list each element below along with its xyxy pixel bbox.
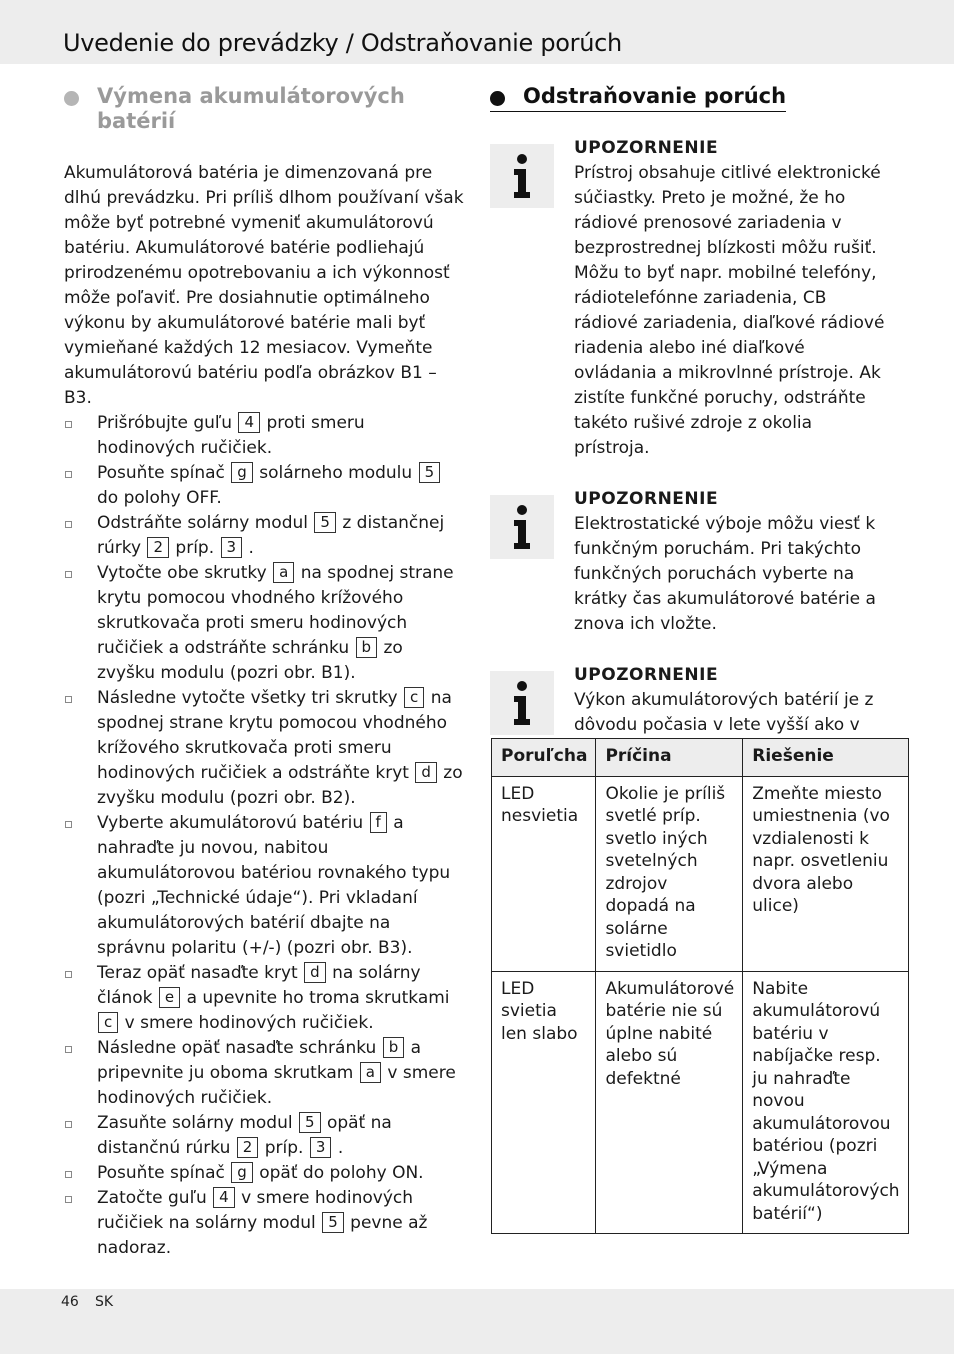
troubleshooting-table xyxy=(491,738,909,1234)
page-footer xyxy=(0,1289,954,1354)
step-item xyxy=(64,1161,464,1186)
part-reference-label: g xyxy=(231,1162,253,1183)
bullet-dot-icon xyxy=(64,91,79,106)
table-row xyxy=(492,776,909,971)
step-text: zo zvyšku modulu (pozri obr. B1). xyxy=(97,638,403,683)
step-text: Posuňte spínač xyxy=(97,463,225,483)
checkbox-square-icon xyxy=(65,821,72,828)
part-reference-label: 4 xyxy=(213,1187,235,1208)
intro-paragraph: Akumulátorová batéria je dimenzovaná pre dlhú prevádzku. Pri príliš dlhom používaní však môže byť potrebné vymeniť akumulátorovú batériu. Akumulátorové batérie podliehajú prirodzenému opotrebovaniu a ich výkonnosť môže poľaviť. Pre dosiahnutie optimálneho výkonu by akumulátorové batérie mali byť vymieňané každých 12 mesiacov. Vymeňte akumulátorovú batériu podľa obrázkov B1 – B3. xyxy=(64,163,464,408)
part-reference-label: 5 xyxy=(299,1112,321,1133)
part-reference-label: 4 xyxy=(238,412,260,433)
step-text: Zatočte guľu xyxy=(97,1188,207,1208)
step-item xyxy=(64,511,464,561)
step-item xyxy=(64,411,464,461)
step-item xyxy=(64,1036,464,1111)
part-reference-label: c xyxy=(404,687,424,708)
step-text: Vyberte akumulátorovú batériu xyxy=(97,813,364,833)
step-text: Zasuňte solárny modul xyxy=(97,1113,293,1133)
part-reference-label: d xyxy=(304,962,326,983)
table-cell: Okolie je príliš svetlé príp. svetlo iných svetelných zdrojov dopadá na solárne svietidlo xyxy=(596,776,743,971)
step-text: v smere hodinových ručičiek. xyxy=(97,1063,456,1108)
step-text: Odstráňte solárny modul xyxy=(97,513,308,533)
part-reference-label: e xyxy=(159,987,180,1008)
page-header xyxy=(0,0,954,64)
table-row xyxy=(492,971,909,1234)
part-reference-label: 5 xyxy=(314,512,336,533)
checkbox-square-icon xyxy=(65,471,72,478)
info-icon xyxy=(490,495,554,559)
part-reference-label: d xyxy=(415,762,437,783)
left-column xyxy=(64,84,464,1261)
steps-list xyxy=(64,411,464,1261)
step-text: Posuňte spínač xyxy=(97,1163,225,1183)
section-heading-text: Odstraňovanie porúch xyxy=(523,84,787,108)
step-text: na spodnej strane krytu pomocou vhodného krížového skrutkovača proti smeru hodinových ručičiek a odstráňte schránku xyxy=(97,563,454,658)
table-cell: Akumulátorové batérie nie sú úplne nabité alebo sú defektné xyxy=(596,971,743,1234)
step-item xyxy=(64,961,464,1036)
note-text: Prístroj obsahuje citlivé elektronické súčiastky. Preto je možné, že ho rádiové prenosové zariadenia v bezprostrednej blízkosti môžu rušiť. Môžu to byť napr. mobilné telefóny, rádiotelefónne zariadenia, CB rádiové zariadenia, diaľkové rádiové riadenia alebo iné diaľkové ovládania a mikrovlnné prístroje. Ak zistíte funkčné poruchy, odstráňte takéto rušivé zdroje z okolia prístroja. xyxy=(574,163,885,458)
step-text: opäť na distančnú rúrku xyxy=(97,1113,392,1158)
note-2 xyxy=(490,487,890,637)
step-text: na spodnej strane krytu pomocou vhodného krížového skrutkovača proti smeru hodinových ručičiek a odstráňte kryt xyxy=(97,688,452,783)
part-reference-label: f xyxy=(370,812,387,833)
part-reference-label: 5 xyxy=(419,462,441,483)
part-reference-label: 2 xyxy=(147,537,169,558)
checkbox-square-icon xyxy=(65,1046,72,1053)
checkbox-square-icon xyxy=(65,1196,72,1203)
part-reference-label: 5 xyxy=(322,1212,344,1233)
step-text: z distančnej rúrky xyxy=(97,513,445,558)
table-cell: Nabite akumulátorovú batériu v nabíjačke resp. ju nahraďte novou akumulátorovou batériou (pozri „Výmena akumulátorových batérií“) xyxy=(743,971,908,1234)
column-header: Poruľcha xyxy=(492,739,596,777)
step-text: . xyxy=(248,538,254,558)
table-cell: LED nesvietia xyxy=(492,776,596,971)
note-title: UPOZORNENIE xyxy=(574,665,719,685)
step-text: Následne vytočte všetky tri skrutky xyxy=(97,688,398,708)
note-text: Elektrostatické výboje môžu viesť k funkčným poruchám. Pri takýchto funkčných poruchách vyberte na krátky čas akumulátorové batérie a znova ich vložte. xyxy=(574,514,876,634)
part-reference-label: g xyxy=(231,462,253,483)
step-item xyxy=(64,686,464,811)
bullet-dot-icon xyxy=(490,91,505,106)
step-text: . xyxy=(337,1138,344,1158)
column-header: Príčina xyxy=(596,739,743,777)
step-text: Teraz opäť nasaďte kryt xyxy=(97,963,298,983)
step-text: do polohy OFF. xyxy=(97,488,222,508)
part-reference-label: a xyxy=(273,562,294,583)
step-text: na solárny článok xyxy=(97,963,421,1008)
part-reference-label: 2 xyxy=(237,1137,259,1158)
step-text: Prišróbujte guľu xyxy=(97,413,233,433)
step-item xyxy=(64,1186,464,1261)
part-reference-label: a xyxy=(360,1062,381,1083)
note-title: UPOZORNENIE xyxy=(574,138,719,158)
section-heading-text: Výmena akumulátorových batérií xyxy=(97,84,405,133)
part-reference-label: b xyxy=(356,637,378,658)
checkbox-square-icon xyxy=(65,421,72,428)
checkbox-square-icon xyxy=(65,521,72,528)
checkbox-square-icon xyxy=(65,1171,72,1178)
part-reference-label: 3 xyxy=(221,537,243,558)
note-1 xyxy=(490,136,890,461)
step-text: pevne až nadoraz. xyxy=(97,1213,428,1258)
step-text: solárneho modulu xyxy=(259,463,413,483)
step-item xyxy=(64,1111,464,1161)
note-title: UPOZORNENIE xyxy=(574,489,719,509)
part-reference-label: b xyxy=(383,1037,405,1058)
table-cell: Zmeňte miesto umiestnenia (vo vzdialenosti k napr. osvetleniu dvora alebo ulice) xyxy=(743,776,908,971)
step-text: príp. xyxy=(175,538,215,558)
note-text: Výkon akumulátorových batérií je z dôvodu počasia v lete vyšší ako v xyxy=(574,690,874,735)
column-header: Riešenie xyxy=(743,739,908,777)
step-text: príp. xyxy=(264,1138,304,1158)
step-item xyxy=(64,561,464,686)
checkbox-square-icon xyxy=(65,971,72,978)
step-text: Vytočte obe skrutky xyxy=(97,563,267,583)
step-text: zo zvyšku modulu (pozri obr. B2). xyxy=(97,763,463,808)
checkbox-square-icon xyxy=(65,696,72,703)
right-column xyxy=(490,84,890,763)
step-item xyxy=(64,811,464,961)
table-cell: LED svietia len slabo xyxy=(492,971,596,1234)
info-icon xyxy=(490,671,554,735)
step-text: v smere hodinových ručičiek na solárny modul xyxy=(97,1188,414,1233)
part-reference-label: c xyxy=(98,1012,118,1033)
page-number: 46 xyxy=(61,1294,79,1310)
section-heading-battery xyxy=(64,84,464,134)
step-text: v smere hodinových ručičiek. xyxy=(124,1013,374,1033)
step-item xyxy=(64,461,464,511)
checkbox-square-icon xyxy=(65,571,72,578)
table-header-row xyxy=(492,739,909,777)
language-code: SK xyxy=(95,1294,114,1310)
section-heading-troubleshooting xyxy=(490,84,786,112)
step-text: a pripevnite ju oboma skrutkam xyxy=(97,1038,422,1083)
step-text: proti smeru hodinových ručičiek. xyxy=(97,413,365,458)
part-reference-label: 3 xyxy=(310,1137,332,1158)
info-icon xyxy=(490,144,554,208)
checkbox-square-icon xyxy=(65,1121,72,1128)
page-title: Uvedenie do prevádzky / Odstraňovanie porúch xyxy=(63,29,622,57)
step-text: Následne opäť nasaďte schránku xyxy=(97,1038,377,1058)
step-text: opäť do polohy ON. xyxy=(259,1163,424,1183)
step-text: a nahraďte ju novou, nabitou akumulátorovou batériou rovnakého typu (pozri „Technické údaje“). Pri vkladaní akumulátorových batérií dbajte na správnu polaritu (+/-) (pozri obr. B3). xyxy=(97,813,451,958)
step-text: a upevnite ho troma skrutkami xyxy=(186,988,450,1008)
